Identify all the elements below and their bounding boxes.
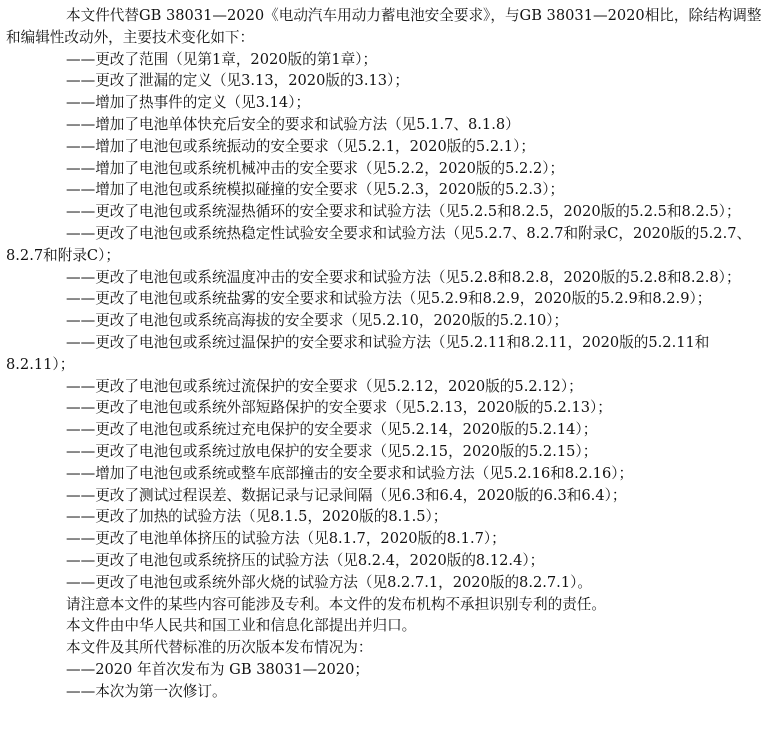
change-item-text: ——更改了电池包或系统热稳定性试验安全要求和试验方法（见5.2.7、8.2.7和附录C，2020版的5.2.7、: [66, 224, 752, 242]
history-item: ——2020 年首次发布为 GB 38031—2020；: [66, 660, 369, 678]
intro-line-1: 本文件代替GB 38031—2020《电动汽车用动力蓄电池安全要求》，与GB 38031—2020相比，除结: [66, 7, 718, 24]
change-item-continuation: 8.2.7和附录C）；: [6, 246, 120, 264]
change-item-continuation: 8.2.11）；: [6, 355, 75, 373]
patent-notice: 请注意本文件的某些内容可能涉及专利。本文件的发布机构不承担识别专利的责任。: [66, 595, 606, 613]
history-item: ——本次为第一次修订。: [66, 682, 227, 700]
change-item: ——更改了电池单体挤压的试验方法（见8.1.7，2020版的8.1.7）；: [66, 530, 506, 548]
change-item: [6, 332, 769, 376]
change-item: ——更改了电池包或系统温度冲击的安全要求和试验方法（见5.2.8和8.2.8，2020版的5.2.8和8.2.8）；: [66, 268, 741, 286]
change-item: ——更改了电池包或系统过放电保护的安全要求（见5.2.15，2020版的5.2.15）；: [66, 442, 598, 460]
change-item: ——更改了泄漏的定义（见3.13，2020版的3.13）；: [66, 72, 409, 90]
change-item: ——更改了加热的试验方法（见8.1.5，2020版的8.1.5）；: [66, 508, 448, 526]
intro-paragraph: [6, 5, 769, 49]
change-item: ——增加了电池单体快充后安全的要求和试验方法（见5.1.7、8.1.8）: [66, 115, 520, 133]
change-item: ——增加了电池包或系统或整车底部撞击的安全要求和试验方法（见5.2.16和8.2.16）；: [66, 464, 634, 482]
change-item: ——更改了电池包或系统外部短路保护的安全要求（见5.2.13，2020版的5.2.13）；: [66, 399, 612, 417]
history-heading: 本文件及其所代替标准的历次版本发布情况为：: [66, 639, 373, 657]
change-item: ——更改了范围（见第1章，2020版的第1章）；: [66, 50, 378, 68]
change-item-text: ——更改了电池包或系统过温保护的安全要求和试验方法（见5.2.11和8.2.11，2020版的5.2.11和: [66, 333, 710, 351]
change-item: ——增加了电池包或系统振动的安全要求（见5.2.1，2020版的5.2.1）；: [66, 137, 535, 155]
change-item: ——更改了电池包或系统高海拔的安全要求（见5.2.10，2020版的5.2.10）；: [66, 312, 569, 330]
change-item: ——更改了电池包或系统外部火烧的试验方法（见8.2.7.1，2020版的8.2.7.1）。: [66, 573, 592, 591]
change-item: ——更改了电池包或系统过流保护的安全要求（见5.2.12，2020版的5.2.12）；: [66, 377, 583, 395]
change-item: ——更改了电池包或系统挤压的试验方法（见8.2.4，2020版的8.12.4）；: [66, 551, 545, 569]
change-item: ——更改了测试过程误差、数据记录与记录间隔（见6.3和6.4，2020版的6.3和6.4）；: [66, 486, 627, 504]
intro-line-2: 构调整和编辑性改动外，主要技术变化如下：: [6, 7, 762, 46]
change-item: ——更改了电池包或系统湿热循环的安全要求和试验方法（见5.2.5和8.2.5，2020版的5.2.5和8.2.5）；: [66, 203, 741, 221]
change-item: ——增加了电池包或系统机械冲击的安全要求（见5.2.2，2020版的5.2.2）；: [66, 159, 565, 177]
change-item: [6, 223, 769, 267]
proposer-notice: 本文件由中华人民共和国工业和信息化部提出并归口。: [66, 617, 417, 635]
change-item: ——增加了电池包或系统模拟碰撞的安全要求（见5.2.3，2020版的5.2.3）；: [66, 181, 565, 199]
change-item: ——增加了热事件的定义（见3.14）；: [66, 94, 311, 112]
change-item: ——更改了电池包或系统盐雾的安全要求和试验方法（见5.2.9和8.2.9，2020版的5.2.9和8.2.9）；: [66, 290, 712, 308]
change-item: ——更改了电池包或系统过充电保护的安全要求（见5.2.14，2020版的5.2.14）；: [66, 421, 598, 439]
